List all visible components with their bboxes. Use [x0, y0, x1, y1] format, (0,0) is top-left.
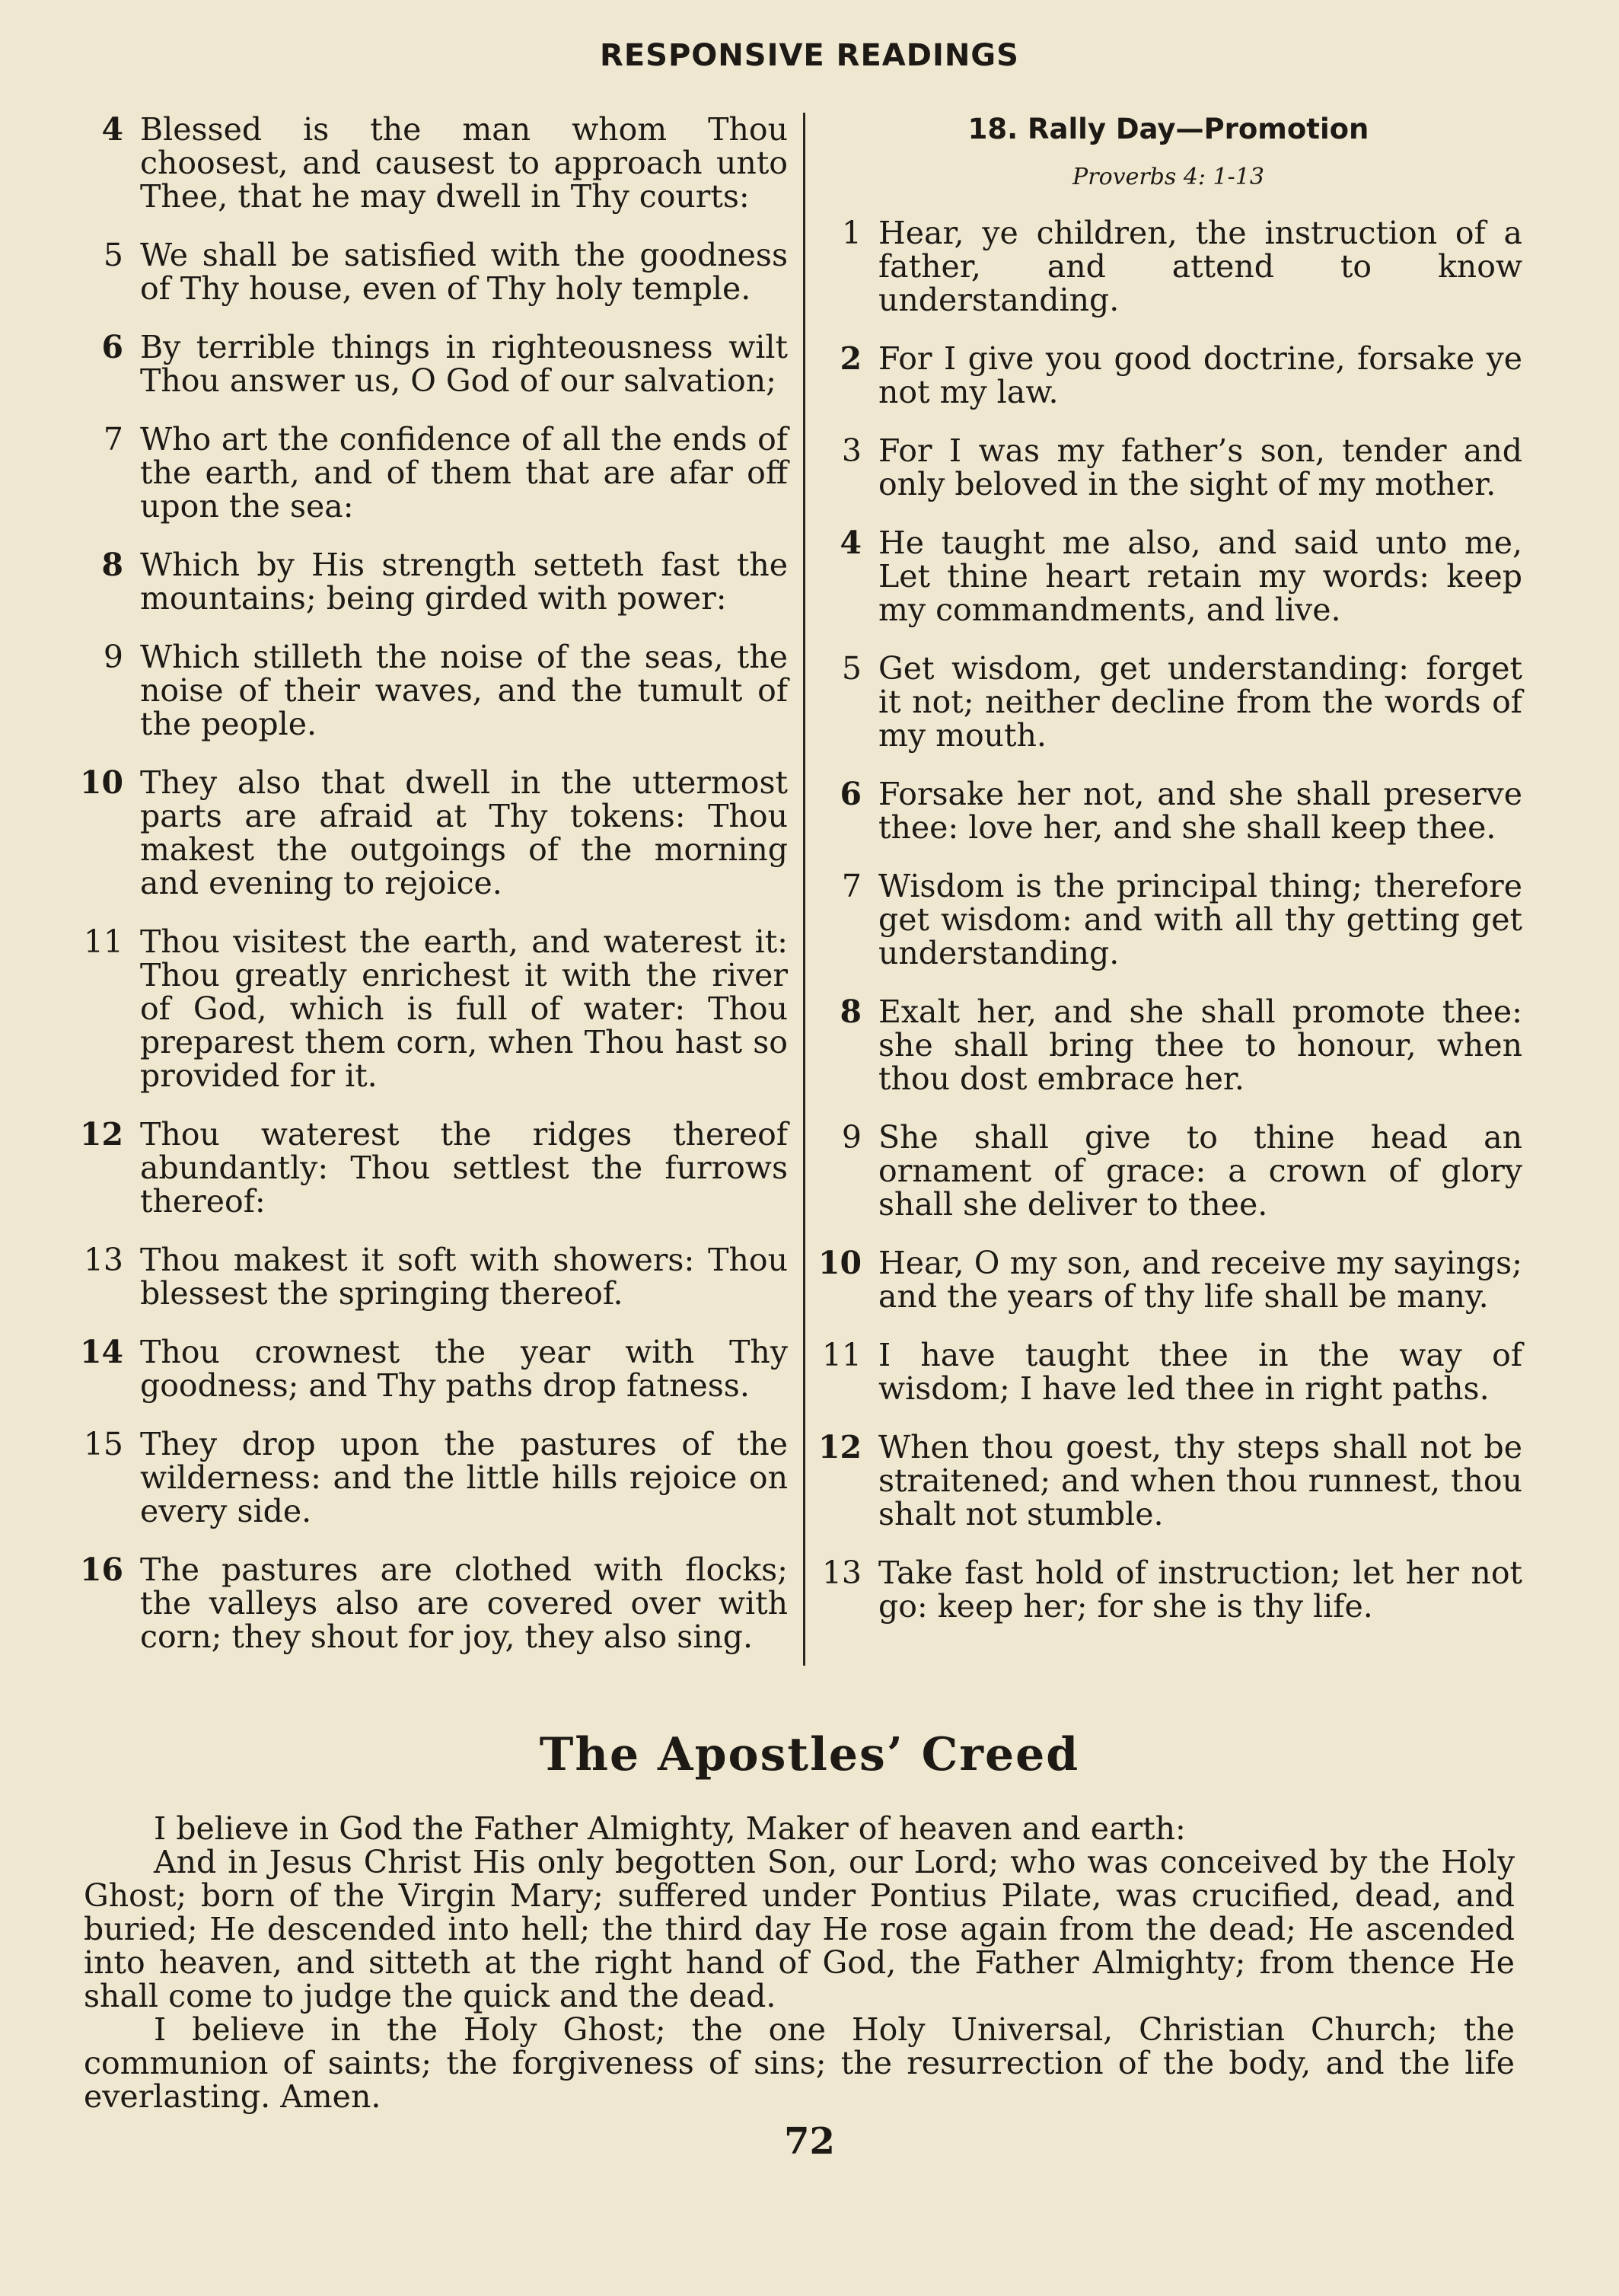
verse-text: They drop upon the pastures of the wilderness: and the little hills rejoice on every side. — [140, 1426, 788, 1529]
verse — [76, 113, 788, 213]
verse — [76, 1335, 788, 1402]
verse-text: He taught me also, and said unto me, Let thine heart retain my words: keep my commandments, and live. — [878, 525, 1522, 628]
verse-number: 2 — [840, 340, 862, 377]
verse — [814, 526, 1522, 627]
verse-number: 14 — [79, 1334, 123, 1370]
verse-text: Thou makest it soft with showers: Thou blessest the springing thereof. — [140, 1242, 788, 1312]
verse-number: 12 — [79, 1116, 123, 1153]
right-column — [814, 113, 1522, 1648]
verse-text: We shall be satisfied with the goodness of Thy house, even of Thy holy temple. — [140, 237, 788, 307]
verse-number: 11 — [83, 923, 123, 960]
page-number: 72 — [784, 2120, 835, 2163]
right-verses — [814, 216, 1522, 1623]
verse — [76, 925, 788, 1092]
verse-text: Exalt her, and she shall promote thee: she shall bring thee to honour, when thou dost embrace her. — [878, 993, 1522, 1097]
verse — [76, 330, 788, 397]
verse — [814, 1246, 1522, 1313]
verse — [76, 423, 788, 523]
verse-number: 9 — [841, 1119, 862, 1156]
verse-number: 3 — [841, 432, 862, 469]
verse-text: She shall give to thine head an ornament of grace: a crown of glory shall she deliver to thee. — [878, 1119, 1522, 1223]
verse-number: 7 — [841, 868, 862, 904]
creed-paragraph: I believe in the Holy Ghost; the one Holy Universal, Christian Church; the communion of saints; the forgiveness of sins; the resurrection of the body, and the life everlasting. Amen. — [84, 2011, 1515, 2115]
verse-text: For I give you good doctrine, forsake ye not my law. — [878, 340, 1522, 410]
verse-text: They also that dwell in the uttermost parts are afraid at Thy tokens: Thou makest the outgoings of the morning and evening to rejoice. — [140, 764, 788, 901]
verse — [76, 1553, 788, 1653]
verse-text: Hear, O my son, and receive my sayings; and the years of thy life shall be many. — [878, 1245, 1522, 1315]
verse-text: The pastures are clothed with flocks; the valleys also are covered over with corn; they shout for joy, they also sing. — [140, 1551, 788, 1655]
verse-number: 6 — [101, 329, 123, 365]
verse — [76, 548, 788, 615]
verse — [814, 1430, 1522, 1531]
reading-title: 18. Rally Day—Promotion — [967, 113, 1369, 145]
verse-text: Who art the confidence of all the ends of the earth, and of them that are afar off upon the sea: — [140, 421, 788, 525]
creed-paragraph: And in Jesus Christ His only begotten Son, our Lord; who was conceived by the Holy Ghost; born of the Virgin Mary; suffered under Pontius Pilate, was crucified, dead, and buried; He descended into hell; the third day He rose again from the dead; He ascended into heaven, and sitteth at the right hand of God, the Father Almighty; from thence He shall come to judge the quick and the dead. — [84, 1844, 1515, 2014]
verse — [814, 1338, 1522, 1405]
reading-reference: Proverbs 4: 1-13 — [1072, 164, 1264, 190]
creed-body — [84, 1812, 1515, 2113]
verse-text: By terrible things in righteousness wilt Thou answer us, O God of our salvation; — [140, 329, 788, 399]
verse — [76, 238, 788, 305]
verse — [814, 777, 1522, 844]
verse-text: Wisdom is the principal thing; therefore get wisdom: and with all thy getting get understanding. — [878, 868, 1522, 971]
verse-text: Thou visitest the earth, and waterest it: Thou greatly enrichest it with the river of God, which is full of water: Thou preparest them corn, when Thou hast so provided for it. — [140, 923, 788, 1094]
verse — [76, 766, 788, 900]
verse-text: Take fast hold of instruction; let her not go: keep her; for she is thy life. — [878, 1555, 1522, 1625]
verse — [814, 342, 1522, 409]
column-divider — [803, 113, 805, 1666]
verse-number: 9 — [103, 639, 123, 675]
verse-number: 1 — [841, 215, 862, 251]
verse-number: 10 — [817, 1245, 862, 1281]
verse-text: Thou crownest the year with Thy goodness; and Thy paths drop fatness. — [140, 1334, 788, 1404]
verse-number: 5 — [103, 237, 123, 273]
verse — [814, 216, 1522, 317]
verse — [814, 995, 1522, 1095]
verse — [814, 869, 1522, 970]
running-header: RESPONSIVE READINGS — [600, 38, 1019, 73]
creed-paragraph: I believe in God the Father Almighty, Maker of heaven and earth: — [154, 1810, 1186, 1847]
creed-title: The Apostles’ Creed — [539, 1728, 1080, 1781]
verse — [76, 1243, 788, 1310]
verse — [76, 1427, 788, 1528]
verse — [76, 640, 788, 741]
verse-number: 4 — [840, 525, 862, 561]
verse-text: Get wisdom, get understanding: forget it not; neither decline from the words of my mouth. — [878, 650, 1522, 754]
verse-number: 8 — [101, 547, 123, 583]
verse-number: 16 — [79, 1551, 123, 1588]
verse-number: 10 — [79, 764, 123, 801]
verse — [814, 434, 1522, 501]
verse-text: Thou waterest the ridges thereof abundantly: Thou settlest the furrows thereof: — [140, 1116, 788, 1220]
verse-text: Forsake her not, and she shall preserve thee: love her, and she shall keep thee. — [878, 776, 1522, 846]
verse-text: Hear, ye children, the instruction of a father, and attend to know understanding. — [878, 215, 1522, 318]
verse-text: I have taught thee in the way of wisdom; I have led thee in right paths. — [878, 1337, 1522, 1407]
verse-text: When thou goest, thy steps shall not be straitened; and when thou runnest, thou shalt not stumble. — [878, 1429, 1522, 1532]
verse-number: 8 — [840, 993, 862, 1030]
verse-number: 15 — [83, 1426, 123, 1462]
verse-number: 13 — [83, 1242, 123, 1278]
left-column — [76, 113, 788, 1679]
verse — [814, 652, 1522, 752]
verse-number: 11 — [821, 1337, 862, 1373]
verse-number: 4 — [101, 111, 123, 148]
verse-number: 13 — [821, 1555, 862, 1591]
verse — [814, 1121, 1522, 1221]
verse-number: 12 — [817, 1429, 862, 1465]
verse-number: 7 — [103, 421, 123, 458]
verse-number: 6 — [840, 776, 862, 812]
verse — [76, 1118, 788, 1218]
verse-text: Which by His strength setteth fast the mountains; being girded with power: — [140, 547, 788, 617]
verse — [814, 1556, 1522, 1623]
verse-text: Blessed is the man whom Thou choosest, and causest to approach unto Thee, that he may dwell in Thy courts: — [140, 111, 788, 215]
verse-text: For I was my father’s son, tender and only beloved in the sight of my mother. — [878, 432, 1522, 502]
verse-text: Which stilleth the noise of the seas, the noise of their waves, and the tumult of the people. — [140, 639, 788, 742]
verse-number: 5 — [841, 650, 862, 687]
